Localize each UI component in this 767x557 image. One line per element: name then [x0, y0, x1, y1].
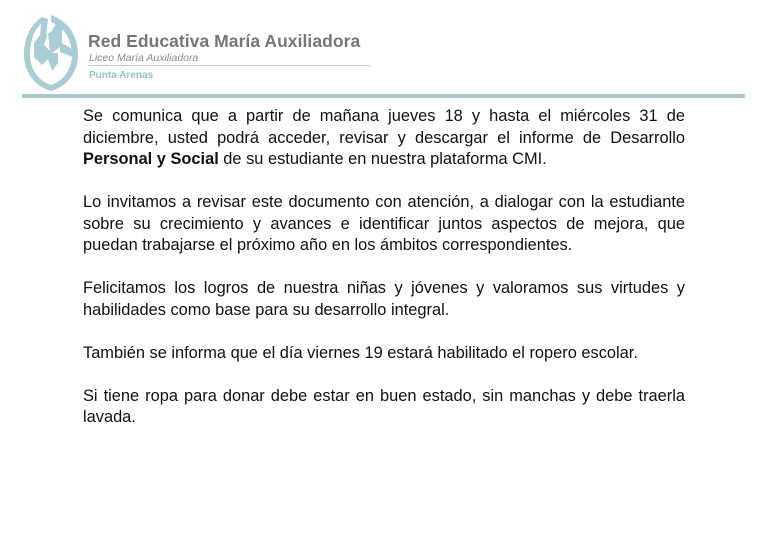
paragraph-invitation: Lo invitamos a revisar este documento con atención, a dialogar con la estudiante sobre su crecimiento y avances e identificar juntos aspectos de mejora, que puedan trabajarse el próximo año en los ámbitos correspondientes. — [83, 193, 685, 254]
paragraph-congratulations: Felicitamos los logros de nuestra niñas y jóvenes y valoramos sus virtudes y habilidades como base para su desarrollo integral. — [83, 279, 685, 319]
school-name-subtitle: Liceo María Auxiliadora — [89, 52, 199, 64]
paragraph-report-availability — [83, 106, 685, 171]
paragraph-text: Se comunica que a partir de mañana jueves 18 y hasta el miércoles 31 de diciembre, usted podrá acceder, revisar y descargar el informe de Desarrollo — [83, 107, 685, 147]
school-network-title: Red Educativa María Auxiliadora — [88, 31, 361, 51]
letterhead — [0, 0, 767, 100]
subtitle-divider — [88, 65, 370, 66]
paragraph-text: de su estudiante en nuestra plataforma CMI. — [218, 150, 547, 168]
emphasis-personal-social: Personal y Social — [83, 150, 219, 168]
notice-body — [83, 106, 685, 450]
location-label: Punta Arenas — [89, 70, 154, 81]
header-divider — [22, 94, 745, 98]
paragraph-donation-instructions: Si tiene ropa para donar debe estar en buen estado, sin manchas y debe traerla lavada. — [83, 386, 685, 426]
paragraph-ropero-notice: También se informa que el día viernes 19 estará habilitado el ropero escolar. — [83, 343, 638, 362]
shield-logo-icon — [22, 13, 80, 93]
